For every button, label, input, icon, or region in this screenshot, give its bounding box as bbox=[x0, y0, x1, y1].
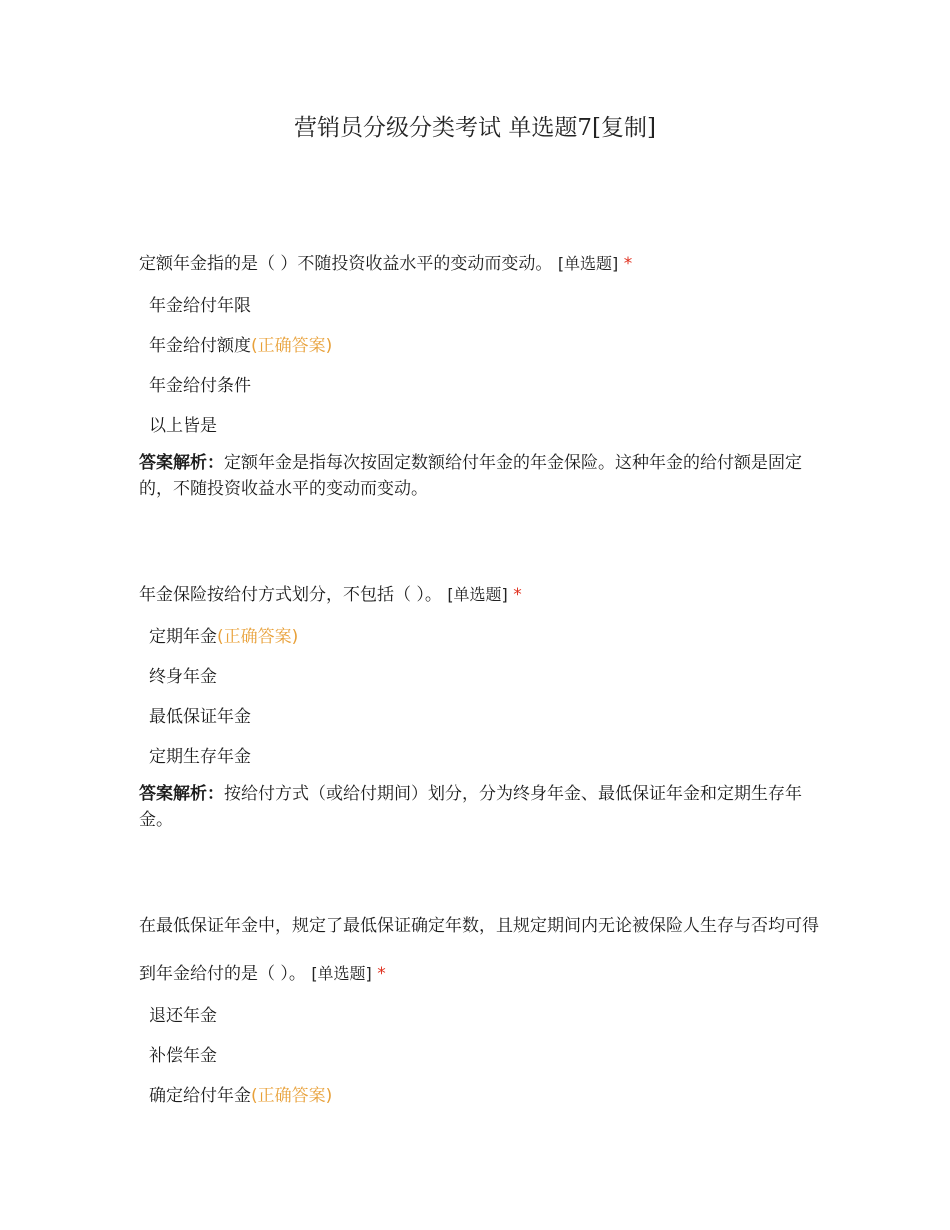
question-stem: 定额年金指的是（ ）不随投资收益水平的变动而变动。 bbox=[139, 254, 553, 274]
option bbox=[139, 366, 819, 406]
question-3 bbox=[139, 902, 819, 1116]
analysis-text: 定额年金是指每次按固定数额给付年金的年金保险。这种年金的给付额是固定的，不随投资收益水平的变动而变动。 bbox=[139, 453, 802, 499]
option-label: 退还年金 bbox=[149, 1006, 217, 1026]
option bbox=[139, 737, 819, 777]
question-text bbox=[139, 240, 819, 288]
option bbox=[139, 406, 819, 446]
page-title: 营销员分级分类考试 单选题7[复制] bbox=[294, 115, 656, 141]
answer-analysis bbox=[139, 781, 819, 833]
option-label: 确定给付年金 bbox=[149, 1086, 251, 1106]
option-label: 最低保证年金 bbox=[149, 707, 251, 727]
required-star: * bbox=[377, 964, 386, 984]
option bbox=[139, 657, 819, 697]
option bbox=[139, 1036, 819, 1076]
option-label: 定期生存年金 bbox=[149, 747, 251, 767]
option-label: 年金给付条件 bbox=[149, 376, 251, 396]
question-text bbox=[139, 902, 819, 998]
option-label: 补偿年金 bbox=[149, 1046, 217, 1066]
option-label: 年金给付年限 bbox=[149, 296, 251, 316]
option-label: 年金给付额度 bbox=[149, 336, 251, 356]
options-list bbox=[139, 286, 819, 446]
options-list bbox=[139, 617, 819, 777]
question-1 bbox=[139, 240, 819, 502]
option-label: 定期年金 bbox=[149, 627, 217, 647]
analysis-label: 答案解析： bbox=[139, 453, 224, 473]
option bbox=[139, 1076, 819, 1116]
answer-analysis bbox=[139, 450, 819, 502]
question-type-label: [单选题] bbox=[311, 964, 372, 983]
option bbox=[139, 286, 819, 326]
option-label: 以上皆是 bbox=[149, 416, 217, 436]
question-2 bbox=[139, 571, 819, 833]
analysis-label: 答案解析： bbox=[139, 784, 224, 804]
correct-answer-mark: (正确答案) bbox=[251, 336, 333, 356]
option-label: 终身年金 bbox=[149, 667, 217, 687]
option bbox=[139, 697, 819, 737]
options-list bbox=[139, 996, 819, 1116]
correct-answer-mark: (正确答案) bbox=[217, 627, 299, 647]
question-type-label: [单选题] bbox=[557, 254, 619, 273]
correct-answer-mark: (正确答案) bbox=[251, 1086, 333, 1106]
required-star: * bbox=[623, 254, 633, 274]
question-text bbox=[139, 571, 819, 619]
option bbox=[139, 996, 819, 1036]
option bbox=[139, 326, 819, 366]
question-stem: 年金保险按给付方式划分，不包括（ ）。 bbox=[139, 585, 442, 605]
question-stem: 在最低保证年金中，规定了最低保证确定年数，且规定期间内无论被保险人生存与否均可得到年金给付的是（ ）。 bbox=[139, 916, 819, 984]
analysis-text: 按给付方式（或给付期间）划分，分为终身年金、最低保证年金和定期生存年金。 bbox=[139, 784, 802, 830]
required-star: * bbox=[513, 585, 522, 605]
option bbox=[139, 617, 819, 657]
question-type-label: [单选题] bbox=[447, 585, 508, 604]
